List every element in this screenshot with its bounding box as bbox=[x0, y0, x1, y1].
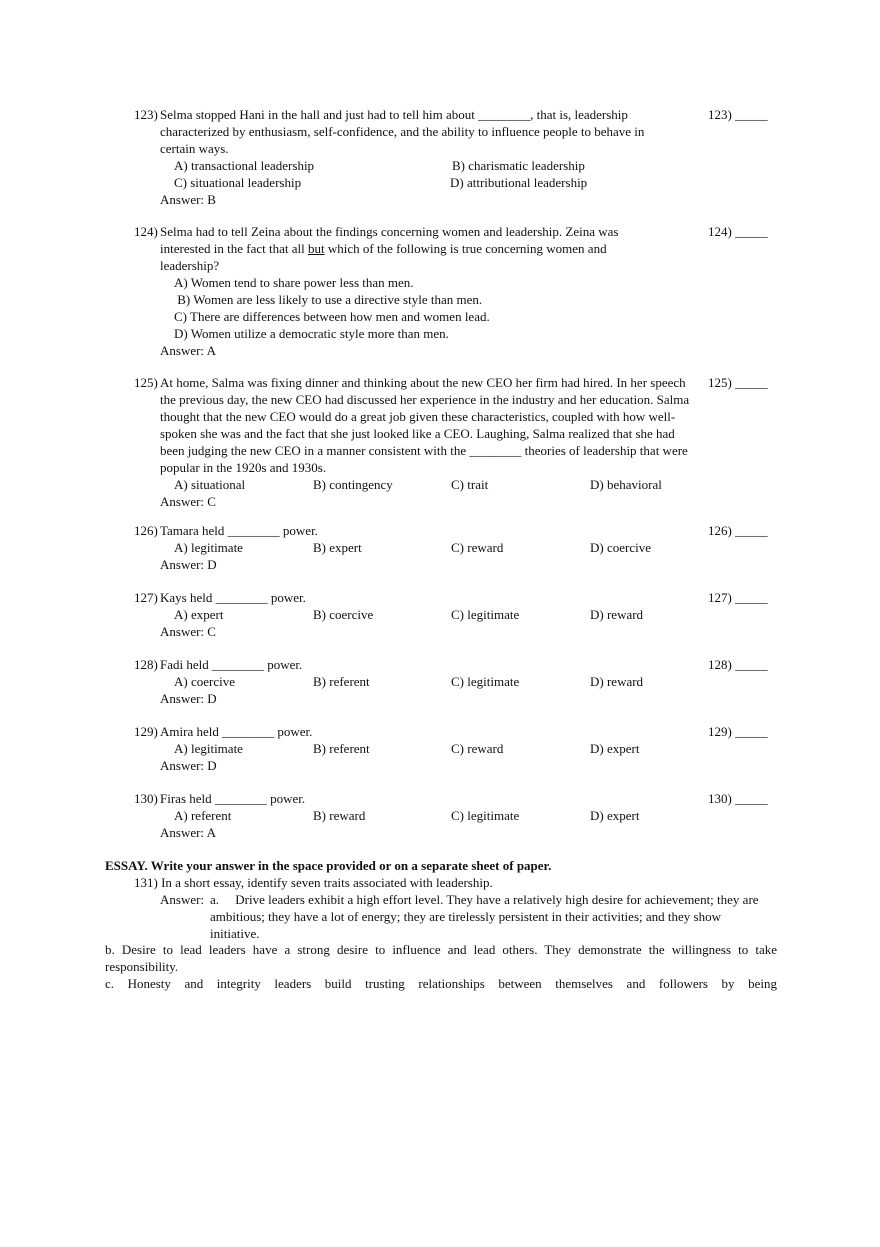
choice-d: D) expert bbox=[590, 741, 640, 756]
question-128 bbox=[134, 656, 774, 707]
essay-answer bbox=[160, 891, 770, 942]
question-text-line: certain ways. bbox=[160, 141, 229, 156]
question-number: 127) bbox=[134, 590, 158, 605]
choice-b: B) charismatic leadership bbox=[452, 158, 585, 173]
choice-d: D) coercive bbox=[590, 540, 651, 555]
choice-b: B) reward bbox=[313, 808, 366, 823]
question-text: Firas held ________ power. bbox=[160, 791, 306, 806]
choice-b: B) referent bbox=[313, 741, 370, 756]
answer-blank: 124) _____ bbox=[708, 224, 768, 239]
choice-a: A) referent bbox=[174, 808, 232, 823]
answer-blank: 128) _____ bbox=[708, 657, 768, 672]
essay-paragraph-b: b. Desire to lead leaders have a strong desire to influence and lead others. They demonstrate the willingness to take responsibility. bbox=[105, 942, 777, 974]
choice-a: A) transactional leadership bbox=[174, 158, 315, 173]
choice-d: D) reward bbox=[590, 674, 644, 689]
choice-c: C) legitimate bbox=[451, 808, 520, 823]
essay-heading: ESSAY. Write your answer in the space provided or on a separate sheet of paper. bbox=[105, 858, 552, 873]
choice-d: D) reward bbox=[590, 607, 644, 622]
choice-a: A) expert bbox=[174, 607, 224, 622]
choice-a: A) coercive bbox=[174, 674, 235, 689]
question-text: Kays held ________ power. bbox=[160, 590, 306, 605]
choice-c: C) reward bbox=[451, 540, 504, 555]
answer-blank: 125) _____ bbox=[708, 375, 768, 390]
choice-b: B) coercive bbox=[313, 607, 374, 622]
choice-a: A) situational bbox=[174, 477, 246, 492]
question-number: 128) bbox=[134, 657, 158, 672]
question-number: 125) bbox=[134, 375, 158, 390]
question-130 bbox=[134, 790, 774, 841]
choice-d: D) behavioral bbox=[590, 477, 662, 492]
underlined-word: but bbox=[308, 241, 325, 256]
question-text-line: characterized by enthusiasm, self-confidence, and the ability to influence people to behave in bbox=[160, 124, 645, 139]
choice-d: D) expert bbox=[590, 808, 640, 823]
question-number: 123) bbox=[134, 107, 158, 122]
answer-blank: 129) _____ bbox=[708, 724, 768, 739]
answer-blank: 126) _____ bbox=[708, 523, 768, 538]
choice-d: D) attributional leadership bbox=[450, 175, 588, 190]
question-text: Tamara held ________ power. bbox=[160, 523, 318, 538]
choice-b: B) contingency bbox=[313, 477, 393, 492]
choice-c: C) reward bbox=[451, 741, 504, 756]
answer-blank: 130) _____ bbox=[708, 791, 768, 806]
question-129 bbox=[134, 723, 774, 774]
essay-paragraph-c: c. Honesty and integrity leaders build trusting relationships between themselves and followers by being bbox=[105, 976, 777, 991]
answer-line: Answer: C bbox=[160, 494, 216, 509]
answer-line: Answer: C bbox=[160, 624, 216, 639]
answer-line: Answer: D bbox=[160, 557, 217, 572]
choice-c: C) There are differences between how men and women lead. bbox=[174, 309, 490, 324]
answer-line: Answer: A bbox=[160, 343, 216, 358]
question-number: 130) bbox=[134, 791, 158, 806]
question-124 bbox=[134, 223, 774, 359]
choice-b: B) expert bbox=[313, 540, 362, 555]
answer-line: Answer: B bbox=[160, 192, 216, 207]
question-text: At home, Salma was fixing dinner and thinking about the new CEO her firm had hired. In her speech the previous day, the new CEO had discussed her experience in the industry and her education. Salma thought that the new CEO would do a great job given these characteristics, coupled with how well-spoken she was and the fact that she just looked like a CEO. Laughing, Salma realized that she had been judging the new CEO in a manner consistent with the ________ theories of leadership that were popular in the 1920s and 1930s. bbox=[160, 375, 690, 475]
choice-a: A) legitimate bbox=[174, 540, 243, 555]
choice-c: C) trait bbox=[451, 477, 489, 492]
choice-c: C) legitimate bbox=[451, 674, 520, 689]
question-number: 129) bbox=[134, 724, 158, 739]
choice-c: C) situational leadership bbox=[174, 175, 302, 190]
answer-label: Answer: bbox=[160, 892, 205, 907]
answer-line: Answer: A bbox=[160, 825, 216, 840]
answer-line: Answer: D bbox=[160, 691, 217, 706]
choice-d: D) Women utilize a democratic style more than men. bbox=[174, 326, 449, 341]
answer-line: Answer: D bbox=[160, 758, 217, 773]
answer-blank: 123) _____ bbox=[708, 107, 768, 122]
question-126 bbox=[134, 522, 774, 573]
answer-blank: 127) _____ bbox=[708, 590, 768, 605]
essay-question: 131) In a short essay, identify seven traits associated with leadership. bbox=[134, 875, 493, 890]
question-125 bbox=[134, 374, 774, 510]
question-text-line: Selma stopped Hani in the hall and just had to tell him about ________, that is, leadership bbox=[160, 107, 628, 122]
question-123 bbox=[134, 106, 774, 208]
answer-text-a: a. Drive leaders exhibit a high effort level. They have a relatively high desire for achievement; they are ambitious; they have a lot of energy; they are tirelessly persistent in their activities; and they show initiative. bbox=[210, 892, 762, 941]
question-text: Fadi held ________ power. bbox=[160, 657, 303, 672]
choice-a: A) legitimate bbox=[174, 741, 243, 756]
question-127 bbox=[134, 589, 774, 640]
question-text: Selma had to tell Zeina about the findings concerning women and leadership. Zeina was interested in the fact that all but which of the following is true concerning women and leadership? bbox=[160, 224, 619, 273]
question-number: 126) bbox=[134, 523, 158, 538]
choice-c: C) legitimate bbox=[451, 607, 520, 622]
question-number: 124) bbox=[134, 224, 158, 239]
choice-b: B) referent bbox=[313, 674, 370, 689]
choice-a: A) Women tend to share power less than men. bbox=[174, 275, 414, 290]
choice-b: B) Women are less likely to use a directive style than men. bbox=[174, 292, 483, 307]
question-text: Amira held ________ power. bbox=[160, 724, 313, 739]
